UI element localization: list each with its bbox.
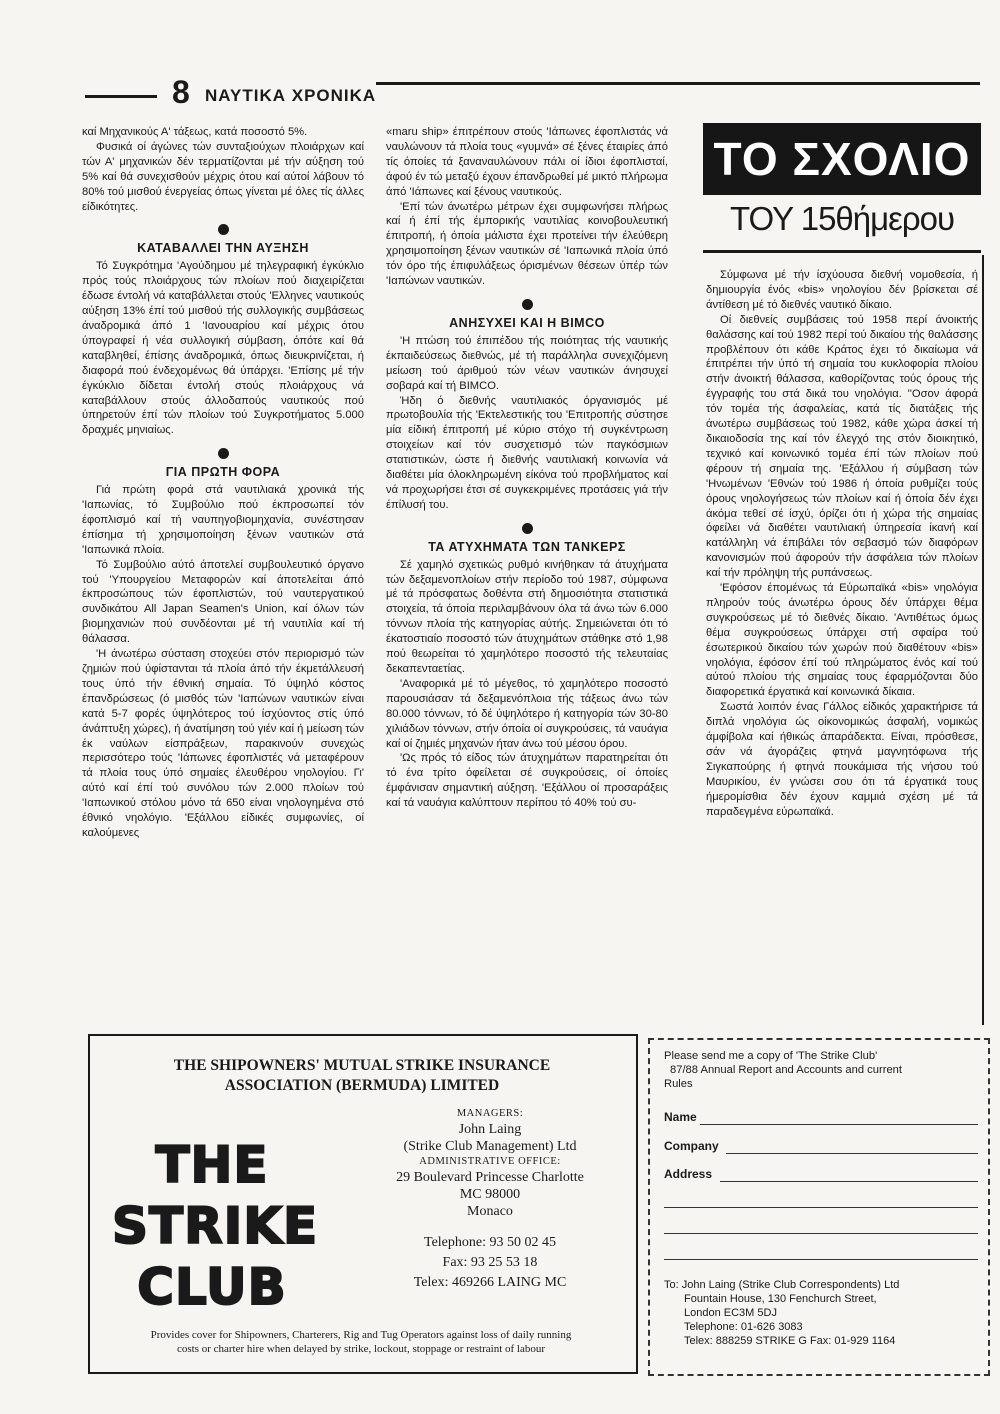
editorial-side-rule: [982, 255, 984, 1025]
advert-heading: [100, 1056, 624, 1096]
company-field[interactable]: [726, 1153, 978, 1154]
paragraph: 'Επί τών άνωτέρω μέτρων έχει συμφωνήσει πλήρως καί ή έπί τής έμπορικής ναυτιλίας κοινοβουλευτική έπιτροπή, ή όποία μάλιστα έχει προτείνει τήν έλεύθερη χρησιμοποίηση ξένων ναυτικών σέ 'Ιαπωνικά πλοία ύπό τόν όρο τής έπιφυλάξεως όρισμένων θέσεων ύπέρ τών 'Ιαπώνων ναυτικών.: [386, 200, 668, 288]
paragraph: Τό Συγκρότημα 'Αγούδημου μέ τηλεγραφική έγκύκλιο πρός τούς πλοιάρχους τών πλοίων πού διαχειρίζεται έδωσε έντολή νά καταβάλλεται στούς 'Ελληνες ναυτικούς αύξηση 13% έπί τού μισθού τής συλλογικής συμβάσεως άναδρομικά άπό 1 'Ιανουαρίου καί μέχρις ότου ύπογραφεί ή νέα συλλογική σύμβαση, όπότε καί θά καταβληθεί, έπίσης άναδρομικά, όπως διευκρινίζεται, ή διαφορά πού ένδεχομένως θά ύπάρχει. 'Επίσης μέ τήν έγκύκλιο δίδεται έντολή στούς πλοιάρχους νά καταβάλλουν στούς άλλοδαπούς ναυτικούς πού ύπηρετούν έπί τών πλοίων τού Συγκροτήματος 5.000 δραχμές μηνιαίως.: [82, 260, 364, 437]
editorial-title: ΤΟ ΣΧΟΛΙΟ: [713, 133, 971, 185]
request-line: 87/88 Annual Report and Accounts and current: [670, 1064, 902, 1076]
editorial-subtitle: ΤΟΥ 15θήμερου: [729, 200, 955, 237]
managers-name: John Laing: [458, 1122, 522, 1137]
return-line: Fountain House, 130 Fenchurch Street,: [684, 1293, 877, 1305]
paragraph: Σωστά λοιπόν ένας Γάλλος είδικός χαρακτήρισε τά διπλά νηολόγια ώς οίκονομικώς άσφαλή, νομικώς άμφίβολα καί ήθικώς άπαράδεκτα. Είναι, πρόσθεσε, σάν νά άγοράζεις φτηνά μαγνητόφωνα τής Σιγκαπούρης ή φτηνά πουκάμισα τής νήσου τού Μαυρικίου, έν γνώσει σου ότι τά έργατικά τους ήμερομίσθια δέν έχουν καμμιά σχέση μέ τά παραδεγμένα εύρωπαϊκά.: [706, 701, 978, 818]
paragraph: 'Η πτώση τού έπιπέδου τής ποιότητας τής ναυτικής έκπαιδεύσεως διεθνώς, μέ τή παράλληλα συνεχιζόμενη μείωση τού άριθμού τών νέων ναυτικών άνησυχεί σοβαρά καί τή BIMCO.: [386, 334, 668, 392]
paragraph: 'Ως πρός τό είδος τών άτυχημάτων παρατηρείται ότι τό ένα τρίτο όφείλεται σέ συγκρούσεις, οί όποίες έμφάνισαν σημαντική αύξηση. 'Εξάλλου οί προσαράξεις καί τά ναυάγια καλύπτουν περίπου τό 40% τού συ-: [386, 752, 668, 810]
telex: Telex: 469266 LAING MC: [413, 1275, 567, 1290]
managers-name: (Strike Club Management) Ltd: [403, 1139, 577, 1154]
address-field[interactable]: [664, 1259, 978, 1260]
header-rule-left: [85, 95, 157, 98]
paragraph: 'Εφόσον έπομένως τά Εύρωπαϊκά «bis» νηολόγια πληρούν τούς άνωτέρω όρους δέν ύπάρχει θέμα συγκρούσεως μέ τό διεθνές δίκαιο. 'Αντιθέτως όμως θέμα συγκρούσεως ύπάρχει στή σφαίρα τού έσωτερικού δικαίου τών χωρών πού διαθέτουν «bis» νηολόγια, έφόσον έπί τού πληρώματος ένός καί τού αύτού πλοίου τής σημαίας τους έφαρμόζονται δύο διαφορετικά έργατικά καί κοινωνικά δίκαια.: [706, 582, 978, 699]
column-1: [82, 125, 364, 841]
logo-line: CLUB: [137, 1258, 287, 1316]
managers-label: MANAGERS:: [456, 1108, 524, 1119]
paragraph: Σύμφωνα μέ τήν ίσχύουσα διεθνή νομοθεσία, ή δημιουργία ένός «bis» νηολογίου δέν βρίσκεται σέ άντίθεση μέ τό διεθνές ναυτικό δίκαιο.: [706, 269, 978, 311]
header-rule-right: [376, 82, 980, 85]
coupon-return-address: [664, 1278, 980, 1348]
column-2: [386, 125, 668, 811]
paragraph: 'Η άνωτέρω σύσταση στοχεύει στόν περιορισμό τών ζημιών πού ύφίστανται τά πλοία άπό τήν έκμετάλλευσή τους ύπό τήν έθνική σημαία. Τό ύψηλό κόστος έπανδρώσεως (ό μισθός τών 'Ιαπώνων ναυτικών είναι κατά 5-7 φορές ύψηλότερος τού ίσχύοντος στίς ύπό άνάπτυξη χώρες), ή άνατίμηση τού γιέν καί ή μείωση τών έκ ναύλων είσπράξεων, παρακινούν συνεχώς περισσότερο τούς 'Ιάπωνες έφοπλιστές νά μεταφέρουν τά πλοία τους ύπό σημαίες έλευθέρου νηολογίου. Γι' αύτό καί έπί τού συνόλου τών 2.000 πλοίων τού 'Ιαπωνικού στόλου μόνο τά 650 είναι νηολογημένα στό έθνικό νηολόγιο. 'Εξάλλου είδικές συμφωνίες, οί καλούμενες: [82, 648, 364, 839]
editorial-body: [706, 268, 978, 820]
section-bullet: [218, 448, 229, 459]
paragraph: Γιά πρώτη φορά στά ναυτιλιακά χρονικά τής 'Ιαπωνίας, τό Συμβούλιο πού έκπροσωπεί τόν έφοπλισμό καί τή ναυπηγοβιομηχανία, συνέστησαν έπίσημα τή χρησιμοποίηση ξένων ναυτικών στά 'Ιαπωνικά πλοία.: [82, 484, 364, 556]
return-line: London EC3M 5DJ: [684, 1307, 777, 1319]
coupon-request: [664, 1049, 980, 1091]
advert-footer: [96, 1328, 626, 1356]
address-field[interactable]: [664, 1207, 978, 1208]
footer-line: Provides cover for Shipowners, Charterers, Rig and Tug Operators against loss of daily running: [150, 1329, 572, 1341]
address-field[interactable]: [664, 1233, 978, 1234]
footer-line: costs or charter hire when delayed by strike, lockout, stoppage or restraint of labour: [176, 1343, 546, 1355]
strike-club-logo: [112, 1135, 319, 1318]
section-heading: ΓΙΑ ΠΡΩΤΗ ΦΟΡΑ: [165, 465, 281, 480]
request-line: Rules: [664, 1078, 693, 1090]
return-line: Telex: 888259 STRIKE G Fax: 01-929 1164: [684, 1335, 896, 1347]
paragraph: Σέ χαμηλό σχετικώς ρυθμό κινήθηκαν τά άτυχήματα τών δεξαμενοπλοίων στήν περίοδο τού 1987, σύμφωνα μέ τά πρόσφατως δοθέντα στή δημοσιότητα στατιστικά στοιχεία, τά όποία περιλαμβάνουν όλα τά άνω τών 6.000 τόννων πλοία τής κατηγορίας αύτής. Σημειώνεται ότι τό έκατοστιαίο ποσοστό τών άτυχημάτων στάθηκε στό 1,98 πού θεωρείται τό χαμηλότερο ποσοστό τής τελευταίας δεκαπενταετίας.: [386, 558, 668, 675]
section-bullet: [218, 224, 229, 235]
name-field[interactable]: [700, 1124, 978, 1125]
section-heading: ΚΑΤΑΒΑΛΛΕΙ ΤΗΝ ΑΥΞΗΣΗ: [137, 241, 309, 256]
fax: Fax: 93 25 53 18: [442, 1255, 538, 1270]
paragraph: 'Αναφορικά μέ τό μέγεθος, τό χαμηλότερο ποσοστό παρουσιάσαν τά δεξαμενόπλοια τής τάξεως άνω τών 80.000 τόννων, τό δέ ύψηλότερο ή κατηγορία τών 30-80 χιλιάδων τόννων, στήν όποία οί συγκρούσεις, τά ναυάγια καί οί ζημιές μηχανών ήταν άνω τού μέσου όρου.: [386, 677, 668, 750]
section-heading: ΤΑ ΑΤΥΧΗΜΑΤΑ ΤΩΝ ΤΑΝΚΕΡΣ: [428, 539, 626, 554]
office-label: ADMINISTRATIVE OFFICE:: [419, 1156, 561, 1167]
page-number: 8: [172, 74, 190, 110]
name-label: Name: [664, 1110, 697, 1124]
office-address: MC 98000: [459, 1187, 521, 1202]
paragraph: «maru ship» έπιτρέπουν στούς 'Ιάπωνες έφοπλιστάς νά ναυλώνουν τά πλοία τους «γυμνά» σέ ξένες έταιρίες άπό τίς όποίες τά ξαναναυλώνουν πάλι οί ίδιοι έφοπλισταί, άφού έν τώ μεταξύ έχουν έπανδρωθεί μέ μικτό πλήρωμα άπό 'Ιάπωνες καί ξένους ναυτικούς.: [386, 126, 668, 198]
section-bullet: [522, 523, 533, 534]
office-address: 29 Boulevard Princesse Charlotte: [396, 1170, 584, 1185]
office-address: Monaco: [467, 1204, 513, 1219]
advert-contact: [350, 1107, 630, 1291]
logo-line: STRIKE: [112, 1197, 319, 1255]
logo-line: THE: [155, 1136, 269, 1194]
section-bullet: [522, 299, 533, 310]
paragraph: καί Μηχανικούς Α' τάξεως, κατά ποσοστό 5%.: [82, 126, 308, 138]
paragraph: Οί διεθνείς συμβάσεις τού 1958 περί άνοικτής θαλάσσης καί τού 1982 περί τού δικαίου τής θαλάσσης προβλέπουν ότι κάθε Κράτος έχει τό δικαίωμα νά έπιτρέπει τήν ύπό τή σημαία του κυκλοφορία πλοίου στήν άνοικτή θάλασσα, καθορίζοντας τούς όρους τής έγγραφής του στά δικά του νηολόγια. ''Οσον άφορά τόν τομέα τής άσφαλείας, κατά τίς διατάξεις τής άνωτέρω συμβάσεως τού 1982, κάθε χώρα άσκεί τή δικαιοδοσία της καί τόν έλεγχό της στόν διοικητικό, τεχνικό καί κοινωνικό τομέα έπί τών πλοίων πού φέρουν τή σημαία της. 'Εξάλλου ή σύμβαση τών 'Ηνωμένων 'Εθνών τού 1986 ή όποία ρυθμίζει τούς όρους νηολογήσεως τών πλοίων καί ή όποία δέν έχει άκόμα τεθεί σέ ίσχύ, όρίζει ότι ή χώρα τής σημαίας όφείλει νά διαθέτει ναυτιλιακή ύπηρεσία ίκανή καί κατάλληλη νά έπιβάλει τόν σεβασμό τών διαφόρων κανονισμών πού άφορούν τήν άσφάλεια τών πλοίων καί τήν πρόληψη τής ρυπάνσεως.: [706, 313, 978, 580]
publication-title: ΝΑΥΤΙΚΑ ΧΡΟΝΙΚΑ: [205, 86, 377, 105]
address-label: Address: [664, 1167, 713, 1181]
section-heading: ΑΝΗΣΥΧΕΙ ΚΑΙ Η BIMCO: [449, 315, 605, 330]
advert-heading-line: ASSOCIATION (BERMUDA) LIMITED: [224, 1077, 500, 1094]
address-field[interactable]: [720, 1181, 978, 1182]
return-line: Telephone: 01-626 3083: [684, 1321, 803, 1333]
advert-heading-line: THE SHIPOWNERS' MUTUAL STRIKE INSURANCE: [173, 1057, 551, 1074]
paragraph: Φυσικά οί άγώνες τών συνταξιούχων πλοιάρχων καί τών Α' μηχανικών δέν τερματίζονται μέ τήν αύξηση τού 5% καί θά συνεχισθούν μέχρις ότου καί αύτοί λάβουν τό 80% τού μισθού ένεργείας όπως γίνεται μέ όλες τίς άλλες είδικότητες.: [82, 140, 364, 213]
editorial-rule: [703, 250, 981, 253]
telephone: Telephone: 93 50 02 45: [424, 1235, 556, 1250]
paragraph: Τό Συμβούλιο αύτό άποτελεί συμβουλευτικό όργανο τού 'Υπουργείου Μεταφορών καί άποτελείται άπό έκπροσώπους τών έφοπλιστών, τού ναυτεργατικού συνδικάτου All Japan Seamen's Union, καί όλων τών βιομηχανιών πού συνδέονται μέ τή ναυτιλία καί τή θάλασσα.: [82, 558, 364, 646]
paragraph: Ήδη ό διεθνής ναυτιλιακός όργανισμός μέ πρωτοβουλία τής 'Εκτελεστικής του 'Επιτροπής σύστησε μία είδική έπιτροπή μέ κύριο στόχο τή συγκέντρωση στοιχείων καί τόν συσχετισμό τών παγκόσμιων στατιστικών, ώστε ή διεθνής ναυτιλιακή κοινωνία νά διαθέτει μία όλοκληρωμένη είκόνα τού προβλήματος καί νά προχωρήσει έτσι σέ συγκεκριμένες προτάσεις γιά τήν έπίλυσή του.: [386, 394, 668, 511]
return-line: To: John Laing (Strike Club Correspondents) Ltd: [664, 1279, 900, 1291]
request-line: Please send me a copy of 'The Strike Club': [664, 1050, 878, 1062]
company-label: Company: [664, 1139, 719, 1153]
